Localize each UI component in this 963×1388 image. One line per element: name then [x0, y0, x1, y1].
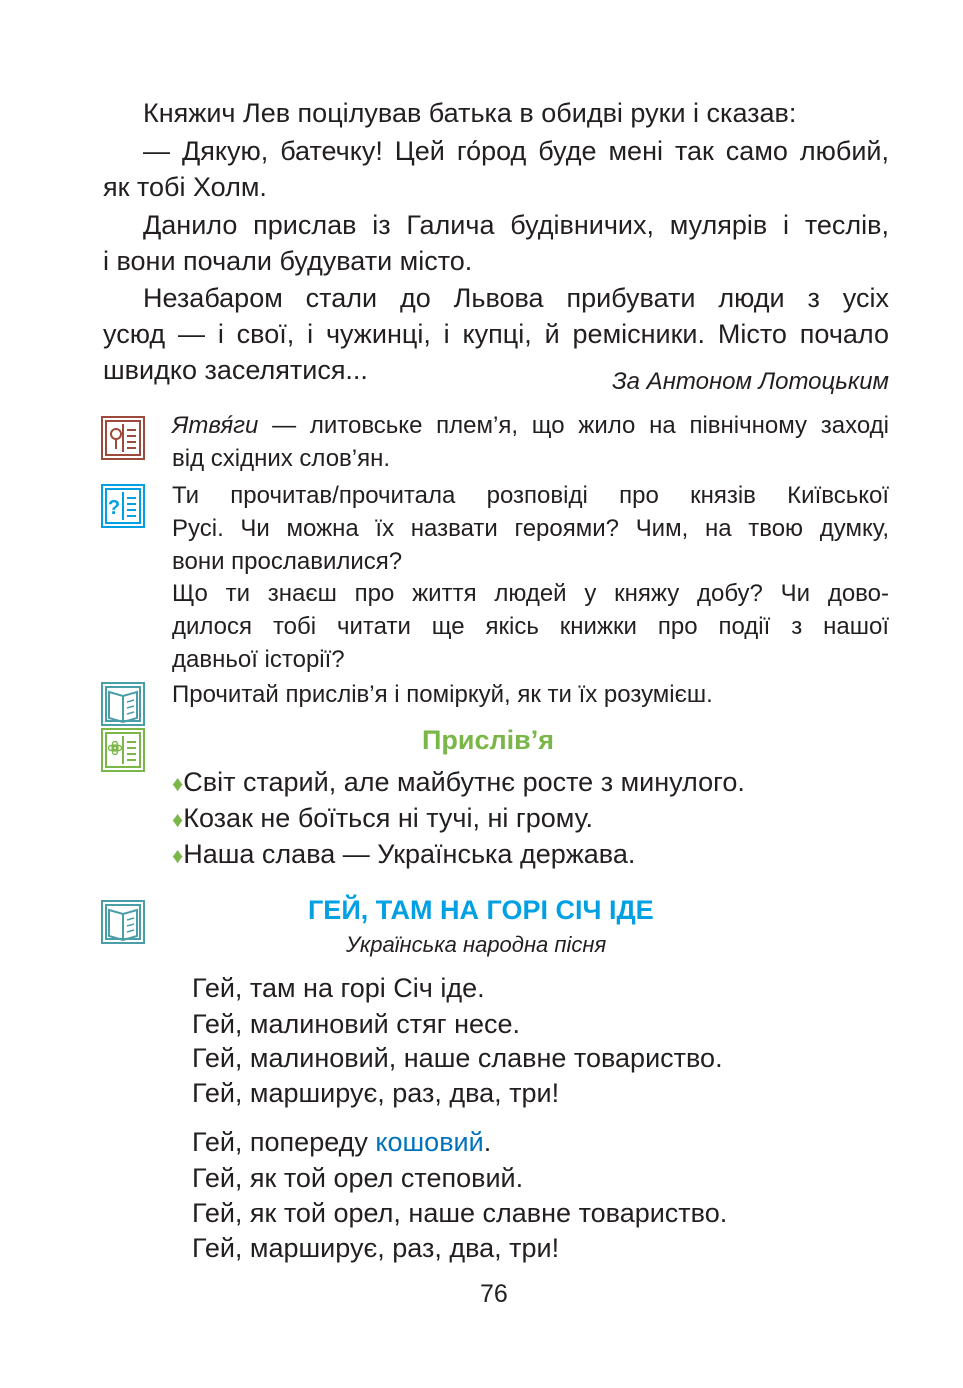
- open-book-icon: [101, 682, 145, 726]
- song-line: Гей, там на горі Січ іде.: [192, 973, 485, 1003]
- glossary-highlight-word: кошовий: [375, 1127, 484, 1157]
- story-line: Княжич Лев поцілував батька в обидві руки і сказав:: [143, 98, 797, 128]
- song-line: Гей, як той орел, наше славне товариство.: [192, 1198, 728, 1228]
- flower-book-icon: [101, 728, 145, 772]
- svg-text:?: ?: [107, 497, 121, 519]
- question-line: вони прославилися?: [172, 548, 403, 575]
- song-line: Гей, марширує, раз, два, три!: [192, 1078, 560, 1108]
- question-line: дилося тобі читати ще якісь книжки про події з нашої: [172, 613, 889, 640]
- proverb-item: ♦Наша слава — Українська держава.: [172, 839, 636, 869]
- song-subtitle: Українська народна пісня: [346, 932, 607, 957]
- glossary-line: від східних слов’ян.: [172, 445, 391, 472]
- story-author: За Антоном Лотоцьким: [611, 368, 889, 395]
- song-title: ГЕЙ, ТАМ НА ГОРІ СІЧ ІДЕ: [308, 895, 654, 925]
- question-line: Що ти знаєш про життя людей у княжу добу? Чи дово-: [172, 580, 889, 607]
- question-line: давньої історії?: [172, 646, 345, 673]
- proverbs-title: Прислів’я: [422, 725, 555, 755]
- story-line: усюд — і свої, і чужинці, і купці, й ремісники. Місто почало: [103, 319, 889, 349]
- open-book-icon: [101, 900, 145, 944]
- proverb-item: ♦Світ старий, але майбутнє росте з минулого.: [172, 767, 745, 797]
- song-line: Гей, марширує, раз, два, три!: [192, 1233, 560, 1263]
- dictionary-icon: [101, 416, 145, 460]
- story-line: швидко заселятися...: [103, 355, 368, 385]
- story-line: Незабаром стали до Львова прибувати люди з усіх: [143, 283, 889, 313]
- story-line: як тобі Холм.: [103, 172, 267, 202]
- proverb-item: ♦Козак не боїться ні тучі, ні грому.: [172, 803, 593, 833]
- song-line: Гей, малиновий стяг несе.: [192, 1009, 521, 1039]
- question-line: Русі. Чи можна їх назвати героями? Чим, на твою думку,: [172, 515, 889, 542]
- song-line: Гей, як той орел степовий.: [192, 1163, 524, 1193]
- song-line: Гей, попереду кошовий.: [192, 1127, 492, 1157]
- diamond-bullet-icon: ♦: [172, 843, 184, 868]
- story-line: — Дякую, батечку! Цей го́род буде мені так само любий,: [143, 136, 889, 166]
- glossary-definition: — литовське плем’я, що жило на північному заході: [258, 412, 889, 439]
- question-book-icon: [101, 484, 145, 528]
- glossary-line: [172, 410, 889, 442]
- question-line: Ти прочитав/прочитала розповіді про князів Київської: [172, 482, 889, 509]
- diamond-bullet-icon: ♦: [172, 807, 184, 832]
- glossary-term: Ятвя́ги: [172, 412, 259, 439]
- story-line: і вони почали будувати місто.: [103, 246, 473, 276]
- story-line: Данило прислав із Галича будівничих, мулярів і теслів,: [143, 210, 889, 240]
- song-line: Гей, малиновий, наше славне товариство.: [192, 1043, 723, 1073]
- page-number: 76: [480, 1280, 508, 1308]
- task-text: Прочитай прислів’я і поміркуй, як ти їх розумієш.: [172, 681, 713, 708]
- diamond-bullet-icon: ♦: [172, 771, 184, 796]
